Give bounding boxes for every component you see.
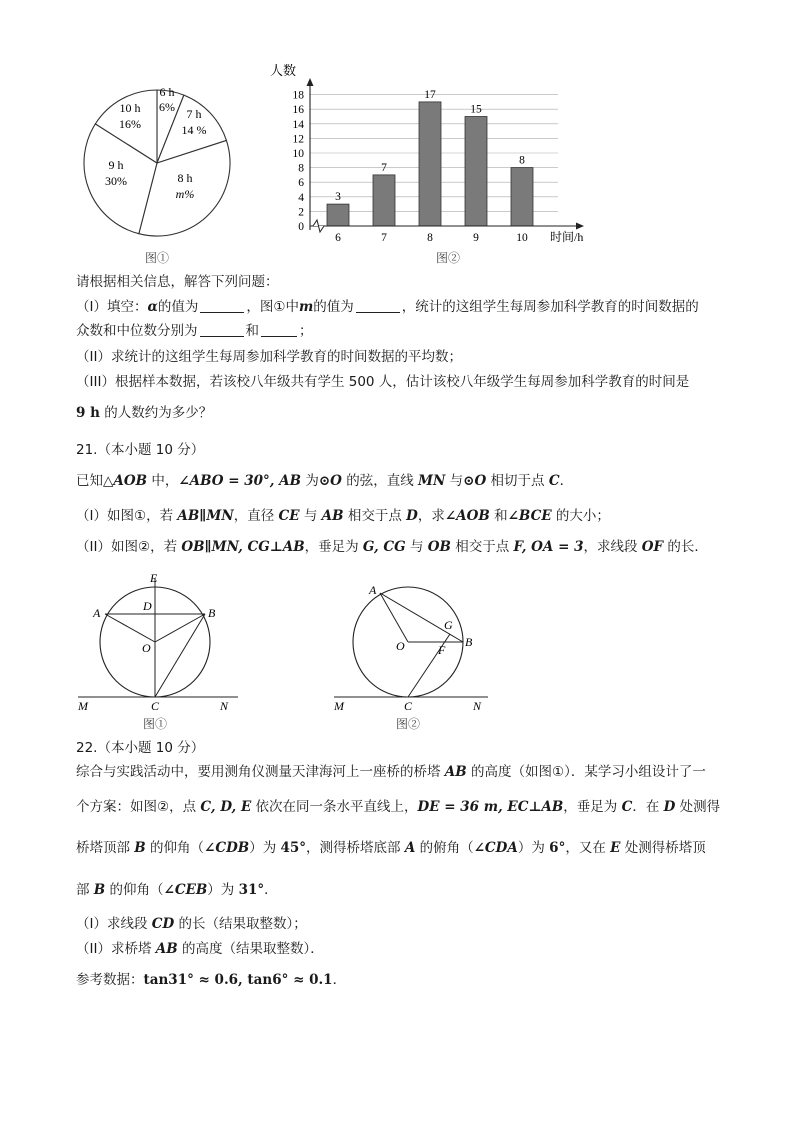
y-tick-label: 10 — [292, 148, 304, 160]
pie-pct-7h: 14 % — [181, 123, 207, 137]
bar-9 — [465, 117, 487, 227]
fig1-label-B: B — [208, 606, 216, 620]
y-tick-label: 8 — [298, 162, 304, 175]
axis-break-icon — [313, 220, 324, 232]
q22-header: 22.（本小题 10 分） — [76, 740, 205, 756]
answer-blank[interactable] — [356, 298, 400, 313]
pie-pct-9h: 30% — [105, 174, 127, 188]
y-axis-arrow — [307, 78, 314, 86]
pie-pct-8h: m% — [175, 187, 195, 201]
pie-label-8h: 8 h — [177, 171, 193, 185]
bar-7 — [373, 175, 395, 226]
q22-part1: （I）求线段 CD 的长（结果取整数）； — [76, 916, 307, 932]
y-tick-label: 0 — [298, 221, 304, 233]
fig2-label-M: M — [334, 699, 344, 713]
answer-blank[interactable] — [261, 322, 297, 337]
answer-blank[interactable] — [200, 298, 244, 313]
bar-8 — [419, 102, 441, 226]
answer-blank[interactable] — [200, 322, 244, 337]
q21-figure-1 — [70, 568, 250, 734]
fig2-label-F: F — [438, 643, 446, 657]
y-tick-label: 6 — [298, 177, 304, 190]
q20-intro: 请根据相关信息，解答下列问题： — [76, 274, 279, 290]
fig2-label-B: B — [465, 635, 473, 649]
bar-6 — [327, 204, 349, 226]
pie-label-6h: 6 h — [159, 85, 175, 99]
pie-label-7h: 7 h — [186, 107, 202, 121]
x-tick-label: 7 — [381, 232, 387, 244]
fig1-label-M: M — [78, 699, 88, 713]
y-tick-label: 4 — [298, 191, 304, 204]
fig1-label-N: N — [220, 699, 229, 713]
q21-figure-2 — [328, 578, 498, 736]
bar-caption: 图② — [435, 251, 461, 265]
bar-value-label: 7 — [381, 161, 387, 174]
fig1-label-E: E — [150, 571, 158, 585]
y-axis-label: 人数 — [270, 63, 297, 78]
bar-value-label: 15 — [470, 103, 482, 116]
fig1-label-O: O — [142, 641, 151, 655]
y-tick-label: 12 — [292, 133, 304, 146]
pie-slices — [84, 90, 230, 236]
fig2-label-A: A — [369, 583, 377, 597]
q22-part2: （II）求桥塔 AB 的高度（结果取整数）． — [76, 941, 324, 957]
y-tick-label: 16 — [292, 104, 304, 117]
x-axis-label: 时间/h — [550, 230, 584, 244]
fig2-caption: 图② — [395, 717, 421, 731]
pie-label-10h: 10 h — [119, 101, 141, 115]
q20-part3-line2: 9 h 的人数约为多少？ — [76, 405, 213, 421]
bar-value-label: 8 — [519, 154, 525, 167]
q22-line4: 部 B 的仰角（∠CEB）为 31°． — [76, 882, 278, 898]
q22-line2: 个方案：如图②，点 C, D, E 依次在同一条水平直线上，DE = 36 m, EC⊥AB，垂足为 C．在 D 处测得 — [76, 799, 721, 815]
pie-label-9h: 9 h — [108, 158, 124, 172]
x-tick-label: 6 — [335, 232, 341, 244]
pie-pct-6h: 6% — [159, 100, 175, 114]
bar-chart — [268, 60, 618, 270]
q22-reference-data: 参考数据：tan31° ≈ 0.6, tan6° ≈ 0.1． — [76, 972, 347, 988]
q21-header: 21.（本小题 10 分） — [76, 442, 205, 458]
pie-chart — [72, 78, 272, 268]
y-tick-labels — [293, 90, 305, 233]
q21-stem: 已知△AOB 中，∠ABO = 30°, AB 为⊙O 的弦，直线 MN 与⊙O 相切于点 C． — [76, 473, 574, 489]
q20-part1: （I）填空：α的值为 ，图①中m的值为 ，统计的这组学生每周参加科学教育的时间数据的 — [76, 299, 699, 315]
fig1-label-C: C — [151, 699, 160, 713]
q21-part2: （II）如图②，若 OB∥MN, CG⊥AB，垂足为 G, CG 与 OB 相交于点 F, OA = 3，求线段 OF 的长． — [76, 539, 708, 555]
bar-value-label: 3 — [335, 191, 341, 204]
q20-part3: （III）根据样本数据，若该校八年级共有学生 500 人，估计该校八年级学生每周参加科学教育的时间是 — [76, 374, 690, 390]
q22-line3: 桥塔顶部 B 的仰角（∠CDB）为 45°，测得桥塔底部 A 的俯角（∠CDA）为 6°，又在 E 处测得桥塔顶 — [76, 840, 706, 856]
fig2-label-G: G — [444, 618, 453, 632]
y-tick-label: 2 — [298, 206, 304, 219]
y-tick-label: 14 — [292, 118, 304, 131]
x-tick-label: 9 — [473, 232, 479, 244]
bar-10 — [511, 168, 533, 226]
bar-value-label: 17 — [424, 88, 436, 101]
fig1-label-A: A — [93, 606, 101, 620]
x-tick-label: 8 — [427, 232, 433, 244]
pie-pct-10h: 16% — [119, 117, 141, 131]
fig1-caption: 图① — [142, 717, 168, 731]
x-tick-labels — [335, 232, 528, 244]
fig1-label-D: D — [143, 599, 152, 613]
x-axis-arrow — [576, 223, 584, 230]
q20-part2: （II）求统计的这组学生每周参加科学教育的时间数据的平均数； — [76, 349, 462, 365]
q20-part1-line2: 众数和中位数分别为 和 ； — [76, 323, 313, 339]
q22-line1: 综合与实践活动中，要用测角仪测量天津海河上一座桥的桥塔 AB 的高度（如图①）．某学习小组设计了一 — [76, 764, 706, 780]
fig2-label-N: N — [473, 699, 482, 713]
x-tick-label: 10 — [516, 232, 528, 244]
fig2-label-O: O — [396, 639, 405, 653]
y-tick-label: 18 — [292, 89, 304, 102]
q21-part1: （I）如图①，若 AB∥MN，直径 CE 与 AB 相交于点 D，求∠AOB 和∠BCE 的大小； — [76, 508, 610, 524]
pie-caption: 图① — [144, 251, 170, 265]
fig2-label-C: C — [404, 699, 413, 713]
